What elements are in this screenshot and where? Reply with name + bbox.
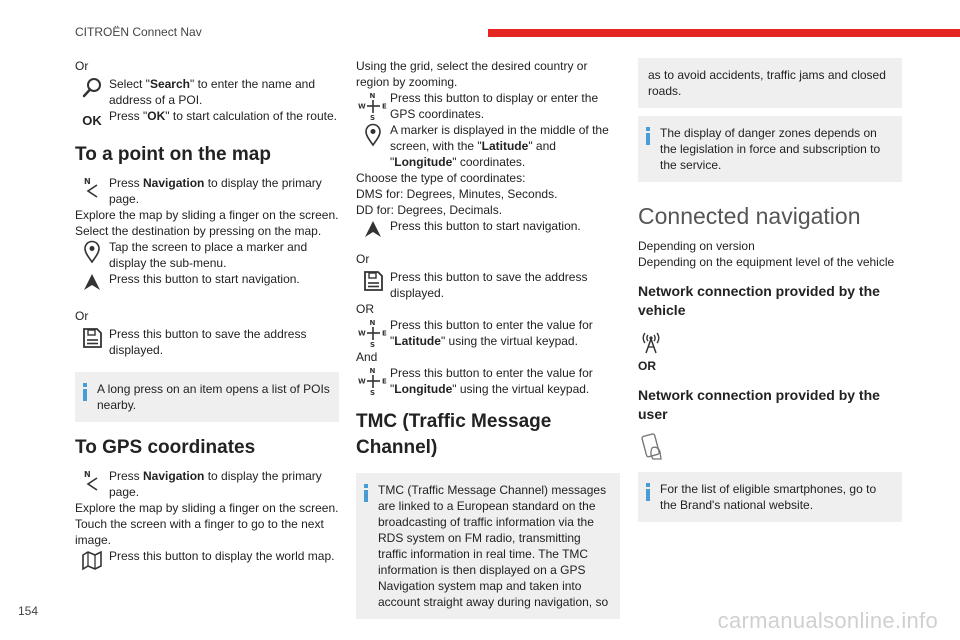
note-danger-zones bbox=[638, 116, 902, 182]
svg-text:S: S bbox=[370, 389, 376, 396]
or-text-4: OR bbox=[356, 302, 374, 316]
note-smartphones bbox=[638, 472, 902, 522]
svg-text:N: N bbox=[369, 92, 376, 100]
ok-icon: OK bbox=[82, 113, 102, 128]
navigation-arrow-icon bbox=[75, 175, 109, 198]
svg-text:N: N bbox=[84, 177, 91, 186]
start-nav-text-1: Press this button to start navigation. bbox=[109, 272, 300, 286]
header-title: CITROËN Connect Nav bbox=[75, 25, 202, 39]
note-tmc-continued bbox=[638, 58, 902, 108]
world-map-icon bbox=[75, 548, 109, 571]
header-red-bar bbox=[488, 29, 960, 37]
page-number: 154 bbox=[18, 604, 39, 618]
svg-text:E: E bbox=[382, 102, 387, 111]
and-text: And bbox=[356, 350, 378, 364]
save-floppy-icon bbox=[75, 326, 109, 349]
info-icon bbox=[83, 383, 87, 401]
svg-text:E: E bbox=[382, 377, 387, 386]
note-tmc bbox=[356, 473, 620, 619]
marker-text: Tap the screen to place a marker and display the sub-menu. bbox=[109, 240, 308, 270]
marker-coords-step bbox=[356, 122, 620, 170]
explore-text-2: Explore the map by sliding a finger on the screen. bbox=[75, 501, 339, 515]
compass-icon bbox=[356, 317, 390, 348]
compass-icon bbox=[356, 365, 390, 396]
smartphone-icon bbox=[638, 432, 902, 466]
svg-text:S: S bbox=[370, 341, 376, 348]
nav-text-2: Press Navigation to display the primary page. bbox=[109, 469, 322, 499]
world-map-step bbox=[75, 548, 339, 571]
version-text: Depending on version bbox=[638, 239, 755, 253]
save-step-2 bbox=[356, 269, 620, 301]
svg-text:N: N bbox=[369, 319, 376, 327]
note-poi-text: A long press on an item opens a list of POIs nearby. bbox=[97, 382, 330, 412]
start-nav-step-1 bbox=[75, 271, 339, 292]
navigation-start-icon bbox=[356, 218, 390, 239]
search-text: Select "Search" to enter the name and address of a POI. bbox=[109, 77, 315, 107]
select-destination-text: Select the destination by pressing on the map. bbox=[75, 224, 322, 238]
column-1 bbox=[75, 58, 339, 571]
choose-type-text: Choose the type of coordinates: bbox=[356, 171, 526, 185]
info-icon bbox=[646, 127, 650, 145]
navigation-arrow-icon bbox=[75, 468, 109, 491]
marker-coords-text: A marker is displayed in the middle of the screen, with the "Latitude" and "Longitude" coordinates. bbox=[390, 123, 609, 169]
nav-step-1 bbox=[75, 175, 339, 207]
save-floppy-icon bbox=[356, 269, 390, 292]
heading-vehicle-connection: Network connection provided by the vehicle bbox=[638, 283, 880, 318]
longitude-text: Press this button to enter the value for "Longitude" using the virtual keypad. bbox=[390, 366, 593, 396]
start-nav-text-2: Press this button to start navigation. bbox=[390, 219, 581, 233]
or-text-3: Or bbox=[356, 252, 370, 266]
info-icon bbox=[646, 483, 650, 501]
latitude-text: Press this button to enter the value for "Latitude" using the virtual keypad. bbox=[390, 318, 593, 348]
nav-text-1: Press Navigation to display the primary page. bbox=[109, 176, 322, 206]
heading-connected-navigation: Connected navigation bbox=[638, 203, 861, 229]
dms-text: DMS for: Degrees, Minutes, Seconds. bbox=[356, 187, 558, 201]
save-text-2: Press this button to save the address displayed. bbox=[390, 270, 588, 300]
dd-text: DD for: Degrees, Decimals. bbox=[356, 203, 503, 217]
explore-text-1: Explore the map by sliding a finger on the screen. bbox=[75, 208, 339, 222]
heading-gps-coordinates: To GPS coordinates bbox=[75, 437, 256, 458]
map-pin-icon bbox=[75, 239, 109, 264]
latitude-step bbox=[356, 317, 620, 349]
svg-text:N: N bbox=[84, 470, 91, 479]
map-pin-icon bbox=[356, 122, 390, 147]
info-icon bbox=[364, 484, 368, 502]
grid-text: Using the grid, select the desired country or region by zooming. bbox=[356, 59, 588, 89]
save-step-1 bbox=[75, 326, 339, 358]
column-3 bbox=[638, 58, 902, 522]
ok-text: Press "OK" to start calculation of the route. bbox=[109, 109, 337, 123]
longitude-step bbox=[356, 365, 620, 397]
nav-step-2 bbox=[75, 468, 339, 500]
world-map-text: Press this button to display the world map. bbox=[109, 549, 335, 563]
heading-user-connection: Network connection provided by the user bbox=[638, 387, 880, 422]
watermark: carmanualsonline.info bbox=[717, 608, 938, 633]
gps-coords-step bbox=[356, 90, 620, 122]
note-tmc-text: TMC (Traffic Message Channel) messages are linked to a European standard on the broadcasting of traffic information via the RDS system on FM radio, transmitting traffic information in real time. The TMC information is then displayed on a GPS Navigation system map and taken into account straight away during navigation, so bbox=[378, 483, 609, 609]
note-smartphones-text: For the list of eligible smartphones, go to the Brand's national website. bbox=[660, 482, 877, 512]
svg-text:W: W bbox=[358, 102, 366, 111]
or-text-2: Or bbox=[75, 309, 89, 323]
magnifier-icon bbox=[75, 76, 109, 99]
note-danger-zones-text: The display of danger zones depends on the legislation in force and subscription to the service. bbox=[660, 126, 881, 172]
svg-text:E: E bbox=[382, 329, 387, 338]
touch-text: Touch the screen with a finger to go to the next image. bbox=[75, 517, 324, 547]
svg-text:W: W bbox=[358, 329, 366, 338]
gps-coords-text: Press this button to display or enter the GPS coordinates. bbox=[390, 91, 599, 121]
svg-text:N: N bbox=[369, 367, 376, 375]
search-step bbox=[75, 76, 339, 108]
note-tmc-continued-text: as to avoid accidents, traffic jams and closed roads. bbox=[648, 68, 886, 98]
heading-point-on-map: To a point on the map bbox=[75, 144, 271, 165]
column-2 bbox=[356, 58, 620, 619]
marker-step bbox=[75, 239, 339, 271]
compass-icon bbox=[356, 90, 390, 121]
or-label: OR bbox=[638, 359, 656, 373]
navigation-start-icon bbox=[75, 271, 109, 292]
antenna-icon bbox=[638, 328, 902, 358]
start-nav-step-2 bbox=[356, 218, 620, 239]
equipment-text: Depending on the equipment level of the vehicle bbox=[638, 255, 895, 269]
heading-tmc: TMC (Traffic Message Channel) bbox=[356, 411, 552, 458]
svg-text:S: S bbox=[370, 114, 376, 121]
note-poi bbox=[75, 372, 339, 422]
svg-text:W: W bbox=[358, 377, 366, 386]
save-text-1: Press this button to save the address displayed. bbox=[109, 327, 307, 357]
or-text: Or bbox=[75, 59, 89, 73]
ok-step bbox=[75, 108, 339, 129]
